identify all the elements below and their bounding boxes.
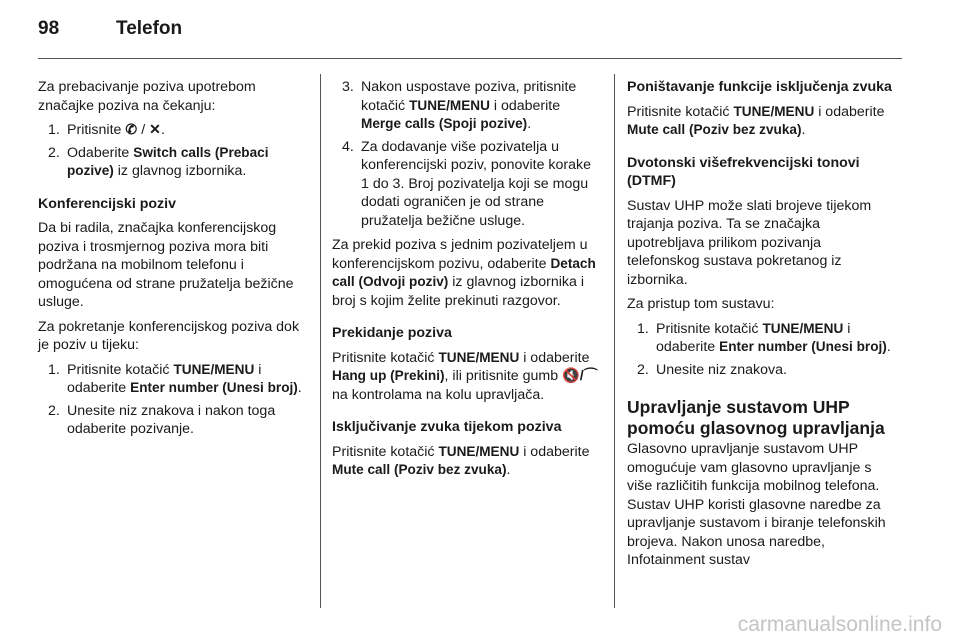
watermark: carmanualsonline.info xyxy=(737,613,942,636)
paragraph: Za prekid poziva s jednim pozivateljem u konferencijskom pozivu, odaberite Detach call (Odvoji poziv) iz glavnog izbornika i broj s kojim želite prekinuti razgovor. xyxy=(332,237,596,309)
page-title: Telefon xyxy=(116,18,183,39)
paragraph: Pritisnite kotačić TUNE/MENU i odaberite Mute call (Poziv bez zvuka). xyxy=(627,103,885,138)
column-1 xyxy=(38,78,306,445)
list-item: 2. Odaberite Switch calls (Prebaci pozive) iz glavnog izbornika. xyxy=(48,144,269,179)
crossed-cross-icon: ✕ xyxy=(149,122,161,138)
list-item: 1. Pritisnite kotačić TUNE/MENU i odaberite Enter number (Unesi broj). xyxy=(48,361,302,396)
paragraph: Da bi radila, značajka konferencijskog poziva i trosmjernog poziva mora biti podržana na mobilnom telefonu i omogućena od strane pružatelja bežične usluge. xyxy=(38,220,294,310)
conference-steps-continued xyxy=(332,78,600,230)
list-item: 1. Pritisnite ✆ / ✕. xyxy=(48,122,165,138)
paragraph: Sustav UHP može slati brojeve tijekom trajanja poziva. Ta se značajka upotrebljava prilikom pozivanja telefonskog sustava pokretanog iz izbornika. xyxy=(627,197,872,288)
paragraph: Za pristup tom sustavu: xyxy=(627,296,775,312)
icon-separator: / xyxy=(141,122,146,138)
list-item: 2. Unesite niz znakova i nakon toga odaberite pozivanje. xyxy=(48,402,276,437)
list-item: 2. Unesite niz znakova. xyxy=(637,361,787,378)
column-3 xyxy=(627,78,895,576)
paragraph: Za pokretanje konferencijskog poziva dok je poziv u tijeku: xyxy=(38,318,300,353)
list-item: 3. Nakon uspostave poziva, pritisnite kotačić TUNE/MENU i odaberite Merge calls (Spoji pozive). xyxy=(342,79,577,132)
mute-hangup-icon: 🔇/⌒ xyxy=(562,368,598,384)
phone-icon: ✆ xyxy=(125,122,138,138)
intro-paragraph: Za prebacivanje poziva upotrebom značajke poziva na čekanju: xyxy=(38,79,256,114)
page-number: 98 xyxy=(38,18,60,39)
menu-item-reference: Switch calls (Prebaci pozive) xyxy=(67,144,269,178)
call-waiting-steps xyxy=(38,121,306,181)
section-heading: Prekidanje poziva xyxy=(332,325,452,341)
list-item: 4. Za dodavanje više pozivatelja u konferencijski poziv, ponovite korake 1 do 3. Broj pozivatelja koji se mogu dodati ograničen je od strane pružatelja bežične usluge. xyxy=(342,138,592,229)
column-2 xyxy=(332,78,600,486)
section-title: Upravljanje sustavom UHP pomoću glasovnog upravljanja xyxy=(627,397,885,438)
paragraph: Pritisnite kotačić TUNE/MENU i odaberite Hang up (Prekini), ili pritisnite gumb 🔇/⌒ na kontrolama na kolu upravljača. xyxy=(332,349,598,403)
column-divider xyxy=(614,74,615,608)
section-heading: Poništavanje funkcije isključenja zvuka xyxy=(627,79,892,95)
section-heading: Isključivanje zvuka tijekom poziva xyxy=(332,419,562,435)
section-heading: Dvotonski višefrekvencijski tonovi (DTMF) xyxy=(627,154,860,189)
paragraph: Glasovno upravljanje sustavom UHP omogućuje vam glasovno upravljanje s više različitih funkcija mobilnog telefona. Sustav UHP koristi glasovne naredbe za upravljanje sustavom i biranje telefonskih brojeva. Nakon unosa naredbe, Infotainment sustav xyxy=(627,441,886,568)
column-divider xyxy=(320,74,321,608)
conference-steps xyxy=(38,361,306,439)
header-rule xyxy=(38,58,902,59)
dtmf-steps xyxy=(627,320,895,380)
paragraph: Pritisnite kotačić TUNE/MENU i odaberite Mute call (Poziv bez zvuka). xyxy=(332,443,590,478)
section-heading: Konferencijski poziv xyxy=(38,195,176,212)
list-item: 1. Pritisnite kotačić TUNE/MENU i odaberite Enter number (Unesi broj). xyxy=(637,320,891,355)
